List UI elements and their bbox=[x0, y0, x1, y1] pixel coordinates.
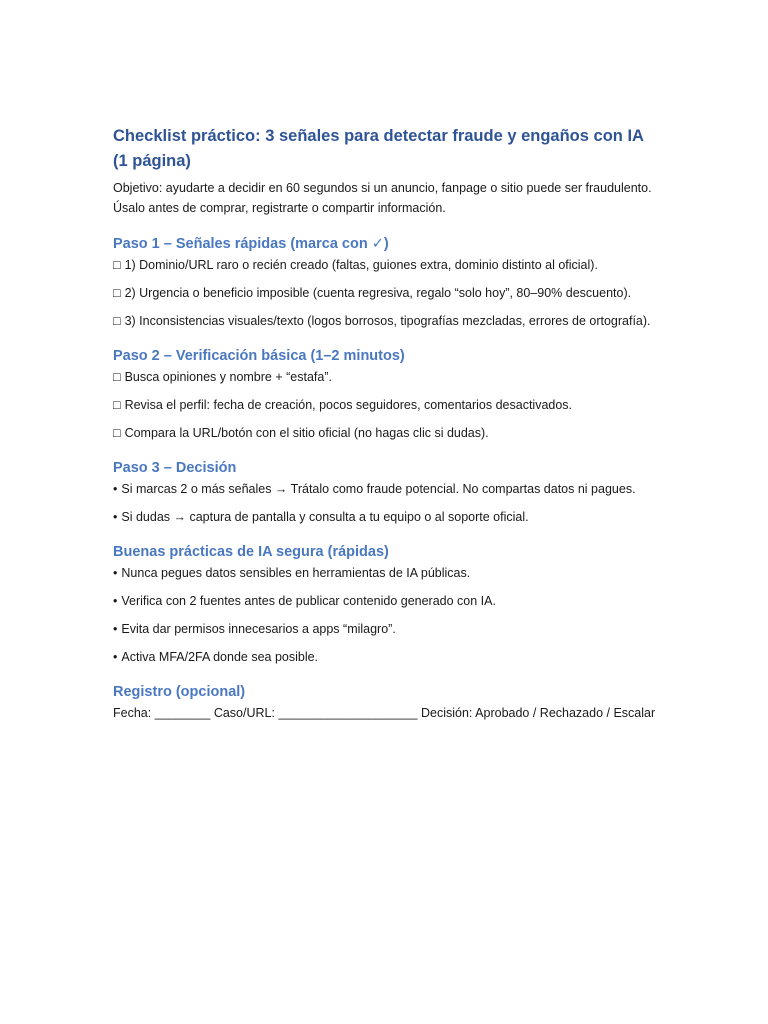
checkbox-icon: □ bbox=[113, 286, 121, 300]
decision-text: Decisión: Aprobado / Rechazado / Escalar bbox=[420, 706, 656, 720]
registro-line bbox=[113, 704, 656, 722]
checklist-item bbox=[113, 480, 656, 498]
bullet-icon: • bbox=[113, 622, 118, 636]
checkbox-icon: □ bbox=[113, 426, 121, 440]
checkbox-icon: □ bbox=[113, 258, 121, 272]
sections-container bbox=[113, 234, 656, 666]
checklist-section bbox=[113, 458, 656, 526]
checklist-item bbox=[113, 620, 656, 638]
document-title: Checklist práctico: 3 señales para detectar fraude y engaños con IA (1 página) bbox=[113, 127, 644, 170]
checklist-item bbox=[113, 508, 656, 526]
checklist-item bbox=[113, 592, 656, 610]
checklist-item-text: Activa MFA/2FA donde sea posible. bbox=[121, 650, 319, 664]
checklist-item bbox=[113, 256, 656, 274]
checklist-item bbox=[113, 312, 656, 330]
checklist-item-text: Verifica con 2 fuentes antes de publicar contenido generado con IA. bbox=[121, 594, 496, 608]
section-heading: Paso 1 – Señales rápidas (marca con ✓) bbox=[113, 236, 389, 252]
registro-section bbox=[113, 682, 656, 722]
checkbox-icon: □ bbox=[113, 398, 121, 412]
bullet-icon: • bbox=[113, 650, 118, 664]
section-heading: Paso 3 – Decisión bbox=[113, 460, 237, 476]
section-heading: Buenas prácticas de IA segura (rápidas) bbox=[113, 544, 389, 560]
checklist-item-text: 2) Urgencia o beneficio imposible (cuenta regresiva, regalo “solo hoy”, 80–90% descuento). bbox=[124, 286, 632, 300]
bullet-icon: • bbox=[113, 482, 118, 496]
checklist-section bbox=[113, 542, 656, 666]
bullet-icon: • bbox=[113, 594, 118, 608]
checklist-item bbox=[113, 564, 656, 582]
checklist-item-text: Busca opiniones y nombre + “estafa”. bbox=[124, 370, 332, 384]
caso-blank: ____________________ bbox=[278, 706, 418, 720]
caso-label: Caso/URL: bbox=[213, 706, 275, 720]
checklist-item-text: 1) Dominio/URL raro o recién creado (faltas, guiones extra, dominio distinto al oficial). bbox=[124, 258, 598, 272]
bullet-icon: • bbox=[113, 510, 118, 524]
checklist-item bbox=[113, 648, 656, 666]
checkbox-icon: □ bbox=[113, 314, 121, 328]
checklist-item-text: Evita dar permisos innecesarios a apps “milagro”. bbox=[121, 622, 396, 636]
checkbox-icon: □ bbox=[113, 370, 121, 384]
checklist-item-text: Revisa el perfil: fecha de creación, pocos seguidores, comentarios desactivados. bbox=[124, 398, 573, 412]
bullet-icon: • bbox=[113, 566, 118, 580]
checklist-section bbox=[113, 234, 656, 330]
checklist-item bbox=[113, 424, 656, 442]
checklist-item bbox=[113, 284, 656, 302]
document-intro: Objetivo: ayudarte a decidir en 60 segundos si un anuncio, fanpage o sitio puede ser fraudulento. Úsalo antes de comprar, registrarte o compartir información. bbox=[113, 181, 652, 215]
checklist-item-text: Si dudas → captura de pantalla y consulta a tu equipo o al soporte oficial. bbox=[121, 510, 529, 524]
checklist-item bbox=[113, 396, 656, 414]
registro-heading: Registro (opcional) bbox=[113, 684, 246, 700]
section-heading: Paso 2 – Verificación básica (1–2 minutos) bbox=[113, 348, 405, 364]
checklist-item-text: Nunca pegues datos sensibles en herramientas de IA públicas. bbox=[121, 566, 471, 580]
checklist-item-text: 3) Inconsistencias visuales/texto (logos borrosos, tipografías mezcladas, errores de ortografía). bbox=[124, 314, 651, 328]
checklist-item-text: Si marcas 2 o más señales → Trátalo como fraude potencial. No compartas datos ni pagues. bbox=[121, 482, 636, 496]
checklist-item-text: Compara la URL/botón con el sitio oficial (no hagas clic si dudas). bbox=[124, 426, 489, 440]
checklist-section bbox=[113, 346, 656, 442]
checklist-item bbox=[113, 368, 656, 386]
fecha-blank: ________ bbox=[154, 706, 211, 720]
fecha-label: Fecha: bbox=[113, 706, 152, 720]
